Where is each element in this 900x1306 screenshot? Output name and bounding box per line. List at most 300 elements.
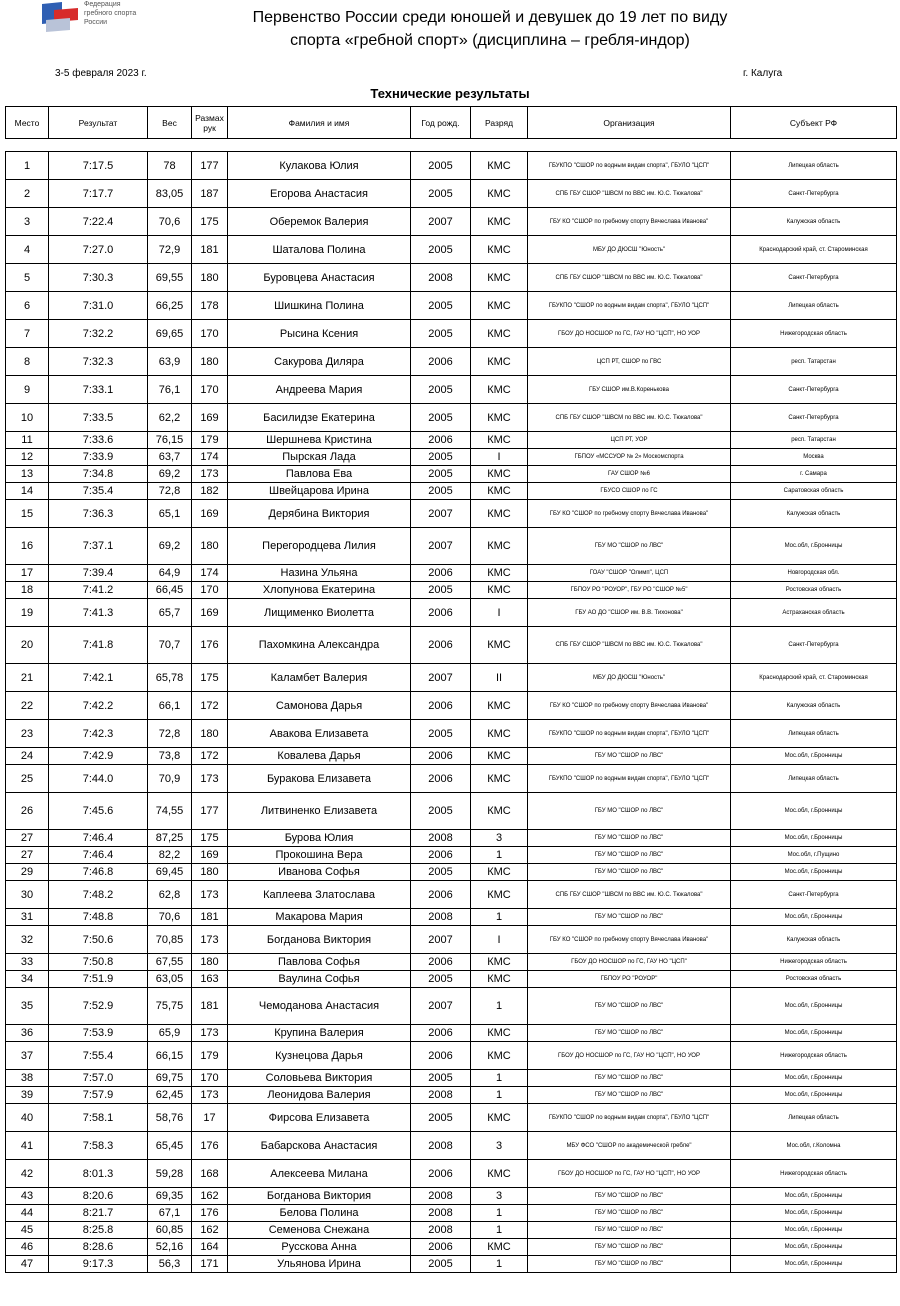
name-cell: Ковалева Дарья xyxy=(228,748,411,765)
birth-year-cell: 2008 xyxy=(411,830,471,847)
region-cell: Мос.обл, г.Бронницы xyxy=(731,1205,897,1222)
weight-cell: 69,55 xyxy=(148,264,192,292)
birth-year-cell: 2008 xyxy=(411,909,471,926)
region-cell: Краснодарский край, ст. Староминская xyxy=(731,236,897,264)
arm-span-cell: 180 xyxy=(192,720,228,748)
arm-span-cell: 175 xyxy=(192,830,228,847)
table-row xyxy=(6,599,897,627)
name-cell: Фирсова Елизавета xyxy=(228,1104,411,1132)
weight-cell: 56,3 xyxy=(148,1256,192,1273)
rank-cell: КМС xyxy=(471,881,528,909)
rank-cell: КМС xyxy=(471,432,528,449)
place-cell: 31 xyxy=(6,909,49,926)
name-cell: Бабарскова Анастасия xyxy=(228,1132,411,1160)
arm-span-cell: 162 xyxy=(192,1188,228,1205)
weight-cell: 67,1 xyxy=(148,1205,192,1222)
weight-cell: 52,16 xyxy=(148,1239,192,1256)
weight-cell: 65,45 xyxy=(148,1132,192,1160)
weight-cell: 62,8 xyxy=(148,881,192,909)
result-cell: 7:55.4 xyxy=(49,1042,148,1070)
page-title xyxy=(210,6,770,52)
result-cell: 7:42.9 xyxy=(49,748,148,765)
organization-cell: ГБУСО СШОР по ГС xyxy=(528,483,731,500)
region-cell: Нижегородская область xyxy=(731,954,897,971)
weight-cell: 69,45 xyxy=(148,864,192,881)
weight-cell: 63,7 xyxy=(148,449,192,466)
arm-span-cell: 176 xyxy=(192,1132,228,1160)
arm-span-cell: 171 xyxy=(192,1256,228,1273)
result-cell: 7:34.8 xyxy=(49,466,148,483)
birth-year-cell: 2006 xyxy=(411,692,471,720)
table-row xyxy=(6,1205,897,1222)
region-cell: г. Самара xyxy=(731,466,897,483)
organization-cell: СПБ ГБУ СШОР "ШВСМ по ВВС им. Ю.С. Тюкалова" xyxy=(528,627,731,664)
birth-year-cell: 2007 xyxy=(411,208,471,236)
organization-cell: ГБУ МО "СШОР по ЛВС" xyxy=(528,830,731,847)
rank-cell: 1 xyxy=(471,1222,528,1239)
name-cell: Лищименко Виолетта xyxy=(228,599,411,627)
place-cell: 33 xyxy=(6,954,49,971)
logo-text xyxy=(84,0,136,27)
region-cell: Мос.обл, г.Бронницы xyxy=(731,1222,897,1239)
birth-year-cell: 2005 xyxy=(411,236,471,264)
region-cell: респ. Татарстан xyxy=(731,348,897,376)
arm-span-cell: 164 xyxy=(192,1239,228,1256)
place-cell: 37 xyxy=(6,1042,49,1070)
region-cell: Саратовская область xyxy=(731,483,897,500)
region-cell: Мос.обл, г.Бронницы xyxy=(731,988,897,1025)
weight-cell: 62,2 xyxy=(148,404,192,432)
result-cell: 7:41.2 xyxy=(49,582,148,599)
weight-cell: 72,8 xyxy=(148,720,192,748)
birth-year-cell: 2005 xyxy=(411,971,471,988)
place-cell: 7 xyxy=(6,320,49,348)
birth-year-cell: 2006 xyxy=(411,627,471,664)
organization-cell: ГБУ МО "СШОР по ЛВС" xyxy=(528,1087,731,1104)
rank-cell: 1 xyxy=(471,1070,528,1087)
name-cell: Басилидзе Екатерина xyxy=(228,404,411,432)
table-row xyxy=(6,208,897,236)
rank-cell: КМС xyxy=(471,1042,528,1070)
birth-year-cell: 2006 xyxy=(411,432,471,449)
result-cell: 7:30.3 xyxy=(49,264,148,292)
region-cell: Калужская область xyxy=(731,500,897,528)
rank-cell: КМС xyxy=(471,565,528,582)
organization-cell: ГБУКПО "СШОР по водным видам спорта", ГБУЛО "ЦСП" xyxy=(528,720,731,748)
name-cell: Русскова Анна xyxy=(228,1239,411,1256)
organization-cell: ГБУ АО ДО "СШОР им. В.В. Тихонова" xyxy=(528,599,731,627)
birth-year-cell: 2006 xyxy=(411,847,471,864)
birth-year-cell: 2008 xyxy=(411,1087,471,1104)
organization-cell: ГБОУ ДО НОСШОР по ГС, ГАУ НО "ЦСП", НО УОР xyxy=(528,1160,731,1188)
weight-cell: 65,1 xyxy=(148,500,192,528)
place-cell: 42 xyxy=(6,1160,49,1188)
result-cell: 7:52.9 xyxy=(49,988,148,1025)
region-cell: Санкт-Петербурга xyxy=(731,404,897,432)
name-cell: Андреева Мария xyxy=(228,376,411,404)
arm-span-cell: 180 xyxy=(192,264,228,292)
arm-span-cell: 181 xyxy=(192,988,228,1025)
rank-cell: КМС xyxy=(471,1104,528,1132)
result-cell: 7:33.9 xyxy=(49,449,148,466)
place-cell: 36 xyxy=(6,1025,49,1042)
weight-cell: 70,6 xyxy=(148,909,192,926)
place-cell: 45 xyxy=(6,1222,49,1239)
place-cell: 41 xyxy=(6,1132,49,1160)
name-cell: Шишкина Полина xyxy=(228,292,411,320)
region-cell: Нижегородская область xyxy=(731,1160,897,1188)
result-cell: 7:41.3 xyxy=(49,599,148,627)
organization-cell: ГОАУ "СШОР "Олимп", ЦСП xyxy=(528,565,731,582)
rank-cell: КМС xyxy=(471,954,528,971)
organization-cell: ЦСП РТ, СШОР по ГВС xyxy=(528,348,731,376)
table-row xyxy=(6,180,897,208)
rank-cell: КМС xyxy=(471,404,528,432)
birth-year-cell: 2008 xyxy=(411,1205,471,1222)
table-row xyxy=(6,765,897,793)
region-cell: Калужская область xyxy=(731,208,897,236)
place-cell: 27 xyxy=(6,847,49,864)
arm-span-cell: 172 xyxy=(192,748,228,765)
organization-cell: ГБУ МО "СШОР по ЛВС" xyxy=(528,748,731,765)
organization-cell: ГБУ МО "СШОР по ЛВС" xyxy=(528,1256,731,1273)
rank-cell: 3 xyxy=(471,1188,528,1205)
result-cell: 8:21.7 xyxy=(49,1205,148,1222)
rank-cell: 1 xyxy=(471,1087,528,1104)
table-row xyxy=(6,483,897,500)
birth-year-cell: 2006 xyxy=(411,954,471,971)
organization-cell: ГБУ КО "СШОР по гребному спорту Вячеслава Иванова" xyxy=(528,692,731,720)
weight-cell: 64,9 xyxy=(148,565,192,582)
region-cell: Липецкая область xyxy=(731,152,897,180)
organization-cell: ГБОУ ДО НОСШОР по ГС, ГАУ НО "ЦСП" xyxy=(528,954,731,971)
place-cell: 14 xyxy=(6,483,49,500)
organization-cell: ГБОУ ДО НОСШОР по ГС, ГАУ НО "ЦСП", НО УОР xyxy=(528,320,731,348)
header-region: Субъект РФ xyxy=(731,107,897,139)
arm-span-cell: 169 xyxy=(192,404,228,432)
name-cell: Макарова Мария xyxy=(228,909,411,926)
name-cell: Буровцева Анастасия xyxy=(228,264,411,292)
rank-cell: КМС xyxy=(471,765,528,793)
place-cell: 12 xyxy=(6,449,49,466)
result-cell: 9:17.3 xyxy=(49,1256,148,1273)
weight-cell: 69,2 xyxy=(148,528,192,565)
organization-cell: ГБУКПО "СШОР по водным видам спорта", ГБУЛО "ЦСП" xyxy=(528,1104,731,1132)
weight-cell: 62,45 xyxy=(148,1087,192,1104)
name-cell: Иванова Софья xyxy=(228,864,411,881)
table-row xyxy=(6,1087,897,1104)
region-cell: Краснодарский край, ст. Староминская xyxy=(731,664,897,692)
weight-cell: 76,1 xyxy=(148,376,192,404)
region-cell: Ростовская область xyxy=(731,971,897,988)
rank-cell: 3 xyxy=(471,830,528,847)
weight-cell: 63,9 xyxy=(148,348,192,376)
result-cell: 8:25.8 xyxy=(49,1222,148,1239)
name-cell: Бурова Юлия xyxy=(228,830,411,847)
result-cell: 7:50.8 xyxy=(49,954,148,971)
result-cell: 7:57.9 xyxy=(49,1087,148,1104)
place-cell: 25 xyxy=(6,765,49,793)
birth-year-cell: 2005 xyxy=(411,449,471,466)
table-row xyxy=(6,1256,897,1273)
rank-cell: 3 xyxy=(471,1132,528,1160)
rank-cell: 1 xyxy=(471,909,528,926)
organization-cell: ГБПОУ «МССУОР № 2» Москомспорта xyxy=(528,449,731,466)
rank-cell: КМС xyxy=(471,793,528,830)
header-birth-year: Год рожд. xyxy=(411,107,471,139)
birth-year-cell: 2008 xyxy=(411,1222,471,1239)
arm-span-cell: 168 xyxy=(192,1160,228,1188)
arm-span-cell: 180 xyxy=(192,864,228,881)
name-cell: Кузнецова Дарья xyxy=(228,1042,411,1070)
organization-cell: ГБПОУ РО "РОУОР" xyxy=(528,971,731,988)
arm-span-cell: 170 xyxy=(192,376,228,404)
result-cell: 8:20.6 xyxy=(49,1188,148,1205)
place-cell: 8 xyxy=(6,348,49,376)
place-cell: 1 xyxy=(6,152,49,180)
region-cell: Мос.обл, г.Бронницы xyxy=(731,793,897,830)
name-cell: Шаталова Полина xyxy=(228,236,411,264)
place-cell: 29 xyxy=(6,864,49,881)
organization-cell: ГБУ МО "СШОР по ЛВС" xyxy=(528,988,731,1025)
organization-cell: ГБУ МО "СШОР по ЛВС" xyxy=(528,1025,731,1042)
region-cell: Мос.обл, г.Бронницы xyxy=(731,909,897,926)
header-arm-span: Размах рук xyxy=(192,107,228,139)
region-cell: Мос.обл, г.Бронницы xyxy=(731,830,897,847)
birth-year-cell: 2005 xyxy=(411,483,471,500)
birth-year-cell: 2006 xyxy=(411,1160,471,1188)
organization-cell: ГБУКПО "СШОР по водным видам спорта", ГБУЛО "ЦСП" xyxy=(528,152,731,180)
rank-cell: I xyxy=(471,926,528,954)
place-cell: 26 xyxy=(6,793,49,830)
organization-cell: ГБУ МО "СШОР по ЛВС" xyxy=(528,864,731,881)
result-cell: 7:46.4 xyxy=(49,830,148,847)
birth-year-cell: 2005 xyxy=(411,292,471,320)
result-cell: 7:58.1 xyxy=(49,1104,148,1132)
arm-span-cell: 162 xyxy=(192,1222,228,1239)
birth-year-cell: 2006 xyxy=(411,748,471,765)
weight-cell: 59,28 xyxy=(148,1160,192,1188)
result-cell: 7:36.3 xyxy=(49,500,148,528)
place-cell: 38 xyxy=(6,1070,49,1087)
birth-year-cell: 2005 xyxy=(411,1256,471,1273)
arm-span-cell: 181 xyxy=(192,236,228,264)
table-row xyxy=(6,1132,897,1160)
weight-cell: 69,65 xyxy=(148,320,192,348)
table-row xyxy=(6,236,897,264)
arm-span-cell: 176 xyxy=(192,1205,228,1222)
arm-span-cell: 176 xyxy=(192,627,228,664)
weight-cell: 72,8 xyxy=(148,483,192,500)
table-row xyxy=(6,1070,897,1087)
result-cell: 7:33.6 xyxy=(49,432,148,449)
result-cell: 7:17.5 xyxy=(49,152,148,180)
result-cell: 7:42.3 xyxy=(49,720,148,748)
weight-cell: 58,76 xyxy=(148,1104,192,1132)
weight-cell: 69,75 xyxy=(148,1070,192,1087)
rank-cell: 1 xyxy=(471,1256,528,1273)
table-row xyxy=(6,152,897,180)
region-cell: Калужская область xyxy=(731,692,897,720)
weight-cell: 70,7 xyxy=(148,627,192,664)
header-organization: Организация xyxy=(528,107,731,139)
place-cell: 43 xyxy=(6,1188,49,1205)
name-cell: Егорова Анастасия xyxy=(228,180,411,208)
result-cell: 7:50.6 xyxy=(49,926,148,954)
result-cell: 8:01.3 xyxy=(49,1160,148,1188)
name-cell: Сакурова Диляра xyxy=(228,348,411,376)
birth-year-cell: 2005 xyxy=(411,720,471,748)
table-row xyxy=(6,404,897,432)
result-cell: 7:51.9 xyxy=(49,971,148,988)
weight-cell: 75,75 xyxy=(148,988,192,1025)
name-cell: Богданова Виктория xyxy=(228,1188,411,1205)
result-cell: 7:46.8 xyxy=(49,864,148,881)
rank-cell: КМС xyxy=(471,466,528,483)
arm-span-cell: 170 xyxy=(192,1070,228,1087)
region-cell: Нижегородская область xyxy=(731,1042,897,1070)
rank-cell: I xyxy=(471,599,528,627)
region-cell: Мос.обл, г.Бронницы xyxy=(731,1070,897,1087)
birth-year-cell: 2008 xyxy=(411,1132,471,1160)
name-cell: Пырская Лада xyxy=(228,449,411,466)
birth-year-cell: 2008 xyxy=(411,264,471,292)
result-cell: 7:48.8 xyxy=(49,909,148,926)
weight-cell: 82,2 xyxy=(148,847,192,864)
organization-cell: ГБУ МО "СШОР по ЛВС" xyxy=(528,1070,731,1087)
organization-cell: ГБУ МО "СШОР по ЛВС" xyxy=(528,847,731,864)
arm-span-cell: 169 xyxy=(192,599,228,627)
name-cell: Семенова Снежана xyxy=(228,1222,411,1239)
name-cell: Шершнева Кристина xyxy=(228,432,411,449)
arm-span-cell: 181 xyxy=(192,909,228,926)
table-row xyxy=(6,793,897,830)
birth-year-cell: 2005 xyxy=(411,404,471,432)
region-cell: Липецкая область xyxy=(731,1104,897,1132)
birth-year-cell: 2005 xyxy=(411,320,471,348)
name-cell: Оберемок Валерия xyxy=(228,208,411,236)
arm-span-cell: 175 xyxy=(192,664,228,692)
name-cell: Крупина Валерия xyxy=(228,1025,411,1042)
table-row xyxy=(6,432,897,449)
arm-span-cell: 177 xyxy=(192,793,228,830)
place-cell: 16 xyxy=(6,528,49,565)
name-cell: Павлова Ева xyxy=(228,466,411,483)
birth-year-cell: 2007 xyxy=(411,926,471,954)
logo-line-3: России xyxy=(84,19,108,26)
place-cell: 47 xyxy=(6,1256,49,1273)
region-cell: Мос.обл, г.Бронницы xyxy=(731,1087,897,1104)
result-cell: 7:41.8 xyxy=(49,627,148,664)
name-cell: Дерябина Виктория xyxy=(228,500,411,528)
birth-year-cell: 2005 xyxy=(411,152,471,180)
name-cell: Рысина Ксения xyxy=(228,320,411,348)
name-cell: Соловьева Виктория xyxy=(228,1070,411,1087)
arm-span-cell: 170 xyxy=(192,320,228,348)
logo-line-1: Федерация xyxy=(84,1,121,8)
rank-cell: I xyxy=(471,449,528,466)
header-rank: Разряд xyxy=(471,107,528,139)
table-row xyxy=(6,348,897,376)
organization-cell: ГБУКПО "СШОР по водным видам спорта", ГБУЛО "ЦСП" xyxy=(528,765,731,793)
result-cell: 7:35.4 xyxy=(49,483,148,500)
birth-year-cell: 2006 xyxy=(411,348,471,376)
table-row xyxy=(6,1042,897,1070)
place-cell: 40 xyxy=(6,1104,49,1132)
name-cell: Богданова Виктория xyxy=(228,926,411,954)
table-row xyxy=(6,988,897,1025)
place-cell: 13 xyxy=(6,466,49,483)
table-row xyxy=(6,664,897,692)
name-cell: Самонова Дарья xyxy=(228,692,411,720)
arm-span-cell: 172 xyxy=(192,692,228,720)
place-cell: 20 xyxy=(6,627,49,664)
birth-year-cell: 2005 xyxy=(411,1104,471,1132)
rank-cell: II xyxy=(471,664,528,692)
header-result: Результат xyxy=(49,107,148,139)
arm-span-cell: 173 xyxy=(192,1025,228,1042)
table-row xyxy=(6,909,897,926)
result-cell: 7:45.6 xyxy=(49,793,148,830)
arm-span-cell: 174 xyxy=(192,449,228,466)
place-cell: 6 xyxy=(6,292,49,320)
table-row xyxy=(6,864,897,881)
rank-cell: КМС xyxy=(471,152,528,180)
birth-year-cell: 2005 xyxy=(411,582,471,599)
arm-span-cell: 174 xyxy=(192,565,228,582)
result-cell: 7:48.2 xyxy=(49,881,148,909)
table-row xyxy=(6,1239,897,1256)
table-row xyxy=(6,528,897,565)
arm-span-cell: 169 xyxy=(192,500,228,528)
birth-year-cell: 2007 xyxy=(411,988,471,1025)
table-row xyxy=(6,565,897,582)
result-cell: 7:32.2 xyxy=(49,320,148,348)
organization-cell: ГБУ МО "СШОР по ЛВС" xyxy=(528,793,731,830)
name-cell: Алексеева Милана xyxy=(228,1160,411,1188)
region-cell: респ. Татарстан xyxy=(731,432,897,449)
rank-cell: 1 xyxy=(471,847,528,864)
place-cell: 46 xyxy=(6,1239,49,1256)
organization-cell: ГБОУ ДО НОСШОР по ГС, ГАУ НО "ЦСП", НО УОР xyxy=(528,1042,731,1070)
result-cell: 7:46.4 xyxy=(49,847,148,864)
name-cell: Назина Ульяна xyxy=(228,565,411,582)
event-city: г. Калуга xyxy=(743,68,783,79)
arm-span-cell: 17 xyxy=(192,1104,228,1132)
birth-year-cell: 2005 xyxy=(411,864,471,881)
arm-span-cell: 178 xyxy=(192,292,228,320)
table-row xyxy=(6,881,897,909)
organization-cell: ГБУ КО "СШОР по гребному спорту Вячеслава Иванова" xyxy=(528,926,731,954)
table-row xyxy=(6,376,897,404)
weight-cell: 66,15 xyxy=(148,1042,192,1070)
title-line-2: спорта «гребной спорт» (дисциплина – гребля-индор) xyxy=(290,32,690,49)
arm-span-cell: 173 xyxy=(192,926,228,954)
weight-cell: 63,05 xyxy=(148,971,192,988)
organization-cell: ЦСП РТ, УОР xyxy=(528,432,731,449)
federation-flag-icon xyxy=(40,0,80,34)
rank-cell: КМС xyxy=(471,971,528,988)
results-header-table xyxy=(5,106,897,139)
name-cell: Чемоданова Анастасия xyxy=(228,988,411,1025)
rank-cell: КМС xyxy=(471,236,528,264)
birth-year-cell: 2006 xyxy=(411,765,471,793)
birth-year-cell: 2006 xyxy=(411,1025,471,1042)
arm-span-cell: 187 xyxy=(192,180,228,208)
organization-cell: ГБУ МО "СШОР по ЛВС" xyxy=(528,909,731,926)
organization-cell: ГБУ МО "СШОР по ЛВС" xyxy=(528,528,731,565)
place-cell: 5 xyxy=(6,264,49,292)
